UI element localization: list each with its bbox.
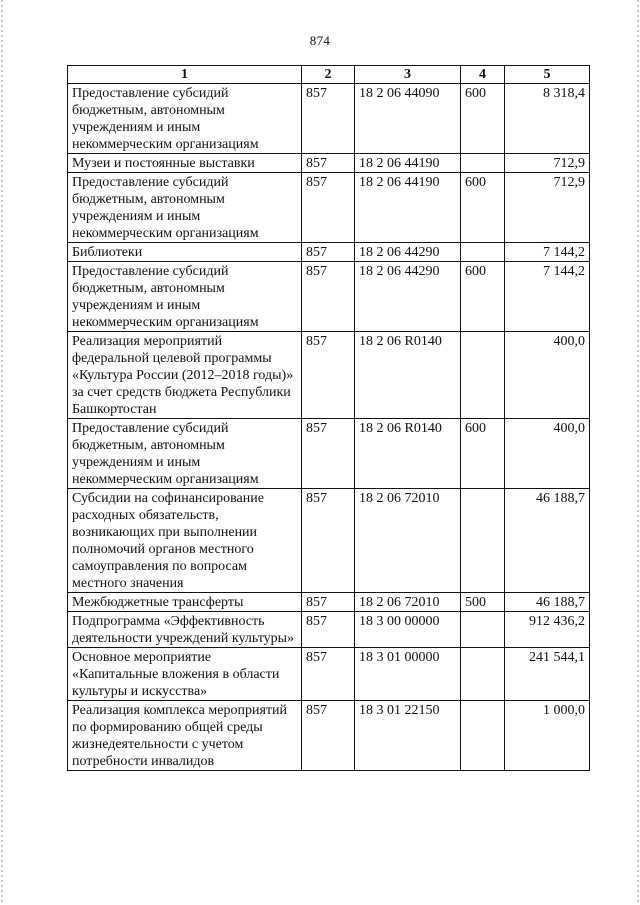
- expense-type-cell: 600: [461, 262, 505, 332]
- table-row: [68, 489, 590, 593]
- target-article-cell: 18 3 01 22150: [355, 701, 461, 771]
- column-header: 5: [505, 66, 590, 84]
- amount-cell: 7 144,2: [505, 243, 590, 262]
- budget-table: [67, 65, 590, 771]
- column-header: 1: [68, 66, 302, 84]
- expense-name-cell: Реализация комплекса мероприятий по формированию общей среды жизнедеятельности с учетом потребности инвалидов: [68, 701, 302, 771]
- amount-cell: 7 144,2: [505, 262, 590, 332]
- department-code-cell: 857: [302, 489, 355, 593]
- target-article-cell: 18 3 01 00000: [355, 648, 461, 701]
- table-row: [68, 701, 590, 771]
- department-code-cell: 857: [302, 262, 355, 332]
- expense-name-cell: Подпрограмма «Эффективность деятельности учреждений культуры»: [68, 612, 302, 648]
- table-row: [68, 84, 590, 154]
- amount-cell: 400,0: [505, 332, 590, 419]
- amount-cell: 46 188,7: [505, 489, 590, 593]
- expense-name-cell: Реализация мероприятий федеральной целевой программы «Культура России (2012–2018 годы)» за счет средств бюджета Республики Башкортостан: [68, 332, 302, 419]
- target-article-cell: 18 2 06 72010: [355, 593, 461, 612]
- amount-cell: 712,9: [505, 154, 590, 173]
- amount-cell: 241 544,1: [505, 648, 590, 701]
- expense-type-cell: [461, 489, 505, 593]
- department-code-cell: 857: [302, 648, 355, 701]
- table-row: [68, 648, 590, 701]
- page-number: 874: [309, 33, 331, 48]
- target-article-cell: 18 3 00 00000: [355, 612, 461, 648]
- expense-name-cell: Предоставление субсидий бюджетным, автономным учреждениям и иным некоммерческим организациям: [68, 419, 302, 489]
- table-row: [68, 419, 590, 489]
- target-article-cell: 18 2 06 44290: [355, 243, 461, 262]
- target-article-cell: 18 2 06 R0140: [355, 419, 461, 489]
- scan-edge-right: [637, 0, 639, 905]
- table-row: [68, 243, 590, 262]
- expense-type-cell: [461, 154, 505, 173]
- expense-type-cell: 600: [461, 84, 505, 154]
- expense-type-cell: 500: [461, 593, 505, 612]
- department-code-cell: 857: [302, 593, 355, 612]
- target-article-cell: 18 2 06 44290: [355, 262, 461, 332]
- amount-cell: 8 318,4: [505, 84, 590, 154]
- department-code-cell: 857: [302, 173, 355, 243]
- expense-type-cell: 600: [461, 419, 505, 489]
- column-header: 4: [461, 66, 505, 84]
- department-code-cell: 857: [302, 154, 355, 173]
- table-row: [68, 593, 590, 612]
- amount-cell: 912 436,2: [505, 612, 590, 648]
- table-row: [68, 154, 590, 173]
- expense-name-cell: Межбюджетные трансферты: [68, 593, 302, 612]
- department-code-cell: 857: [302, 612, 355, 648]
- header-row: [68, 66, 590, 84]
- table-row: [68, 332, 590, 419]
- expense-name-cell: Музеи и постоянные выставки: [68, 154, 302, 173]
- target-article-cell: 18 2 06 R0140: [355, 332, 461, 419]
- amount-cell: 46 188,7: [505, 593, 590, 612]
- department-code-cell: 857: [302, 419, 355, 489]
- expense-name-cell: Предоставление субсидий бюджетным, автономным учреждениям и иным некоммерческим организациям: [68, 262, 302, 332]
- target-article-cell: 18 2 06 44190: [355, 154, 461, 173]
- department-code-cell: 857: [302, 84, 355, 154]
- column-header: 3: [355, 66, 461, 84]
- target-article-cell: 18 2 06 72010: [355, 489, 461, 593]
- amount-cell: 712,9: [505, 173, 590, 243]
- column-header: 2: [302, 66, 355, 84]
- amount-cell: 1 000,0: [505, 701, 590, 771]
- target-article-cell: 18 2 06 44190: [355, 173, 461, 243]
- expense-type-cell: [461, 332, 505, 419]
- expense-type-cell: [461, 612, 505, 648]
- expense-name-cell: Предоставление субсидий бюджетным, автономным учреждениям и иным некоммерческим организациям: [68, 173, 302, 243]
- expense-name-cell: Субсидии на софинансирование расходных обязательств, возникающих при выполнении полномочий органов местного самоуправления по вопросам местного значения: [68, 489, 302, 593]
- expense-type-cell: [461, 648, 505, 701]
- expense-type-cell: 600: [461, 173, 505, 243]
- table-body: [68, 84, 590, 771]
- expense-name-cell: Предоставление субсидий бюджетным, автономным учреждениям и иным некоммерческим организациям: [68, 84, 302, 154]
- expense-type-cell: [461, 701, 505, 771]
- department-code-cell: 857: [302, 701, 355, 771]
- department-code-cell: 857: [302, 332, 355, 419]
- expense-name-cell: Основное мероприятие «Капитальные вложения в области культуры и искусства»: [68, 648, 302, 701]
- amount-cell: 400,0: [505, 419, 590, 489]
- table-header: [68, 66, 590, 84]
- scan-edge-left: [1, 0, 3, 905]
- expense-type-cell: [461, 243, 505, 262]
- expense-name-cell: Библиотеки: [68, 243, 302, 262]
- table-row: [68, 262, 590, 332]
- table-row: [68, 612, 590, 648]
- target-article-cell: 18 2 06 44090: [355, 84, 461, 154]
- department-code-cell: 857: [302, 243, 355, 262]
- table-row: [68, 173, 590, 243]
